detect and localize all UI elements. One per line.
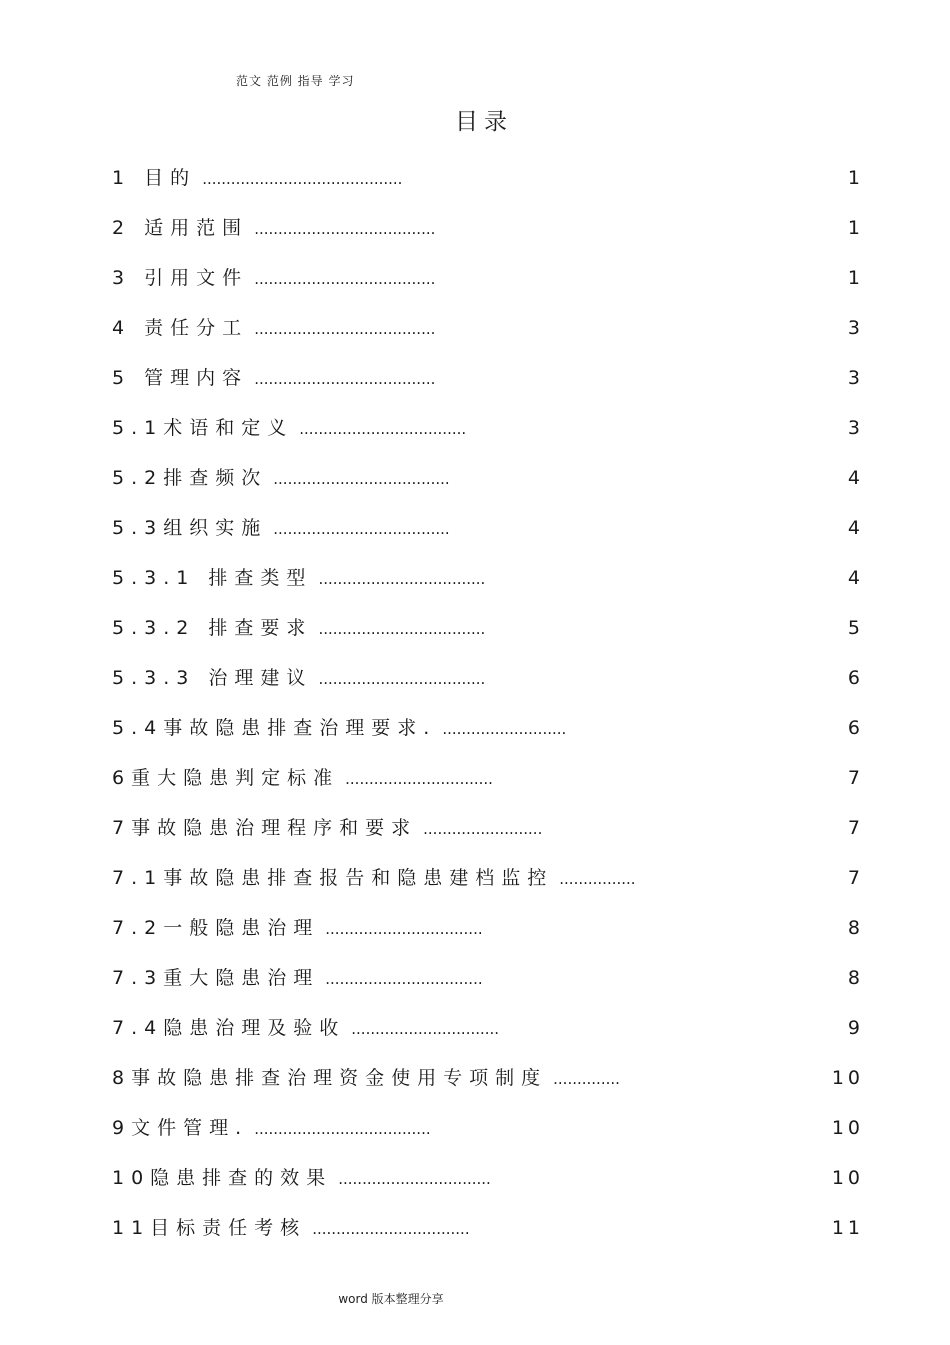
toc-entry-label: 5.1术语和定义	[112, 417, 294, 439]
toc-entry-leader: ...................................	[318, 620, 486, 638]
toc-entry-leader: ................................	[338, 1170, 491, 1188]
toc-entry-page: 7	[847, 817, 864, 839]
toc-entry-label: 1 目的	[112, 167, 197, 189]
toc-entry-page: 10	[831, 1067, 864, 1089]
toc-entry[interactable]	[112, 810, 864, 860]
toc-entry-label: 7.1事故隐患排查报告和隐患建档监控	[112, 867, 554, 889]
toc-entry-leader: ......................................	[254, 220, 436, 238]
toc-entry[interactable]	[112, 960, 864, 1010]
toc-entry[interactable]	[112, 310, 864, 360]
toc-entry-leader: ......................................	[254, 320, 436, 338]
toc-entry-page: 8	[847, 917, 864, 939]
toc-entry-page: 4	[847, 567, 864, 589]
page-title: 目录	[455, 109, 513, 135]
toc-entry-page: 3	[847, 417, 864, 439]
toc-entry-label: 5 管理内容	[112, 367, 249, 389]
toc-entry-leader: ..........................................	[202, 170, 403, 188]
toc-entry[interactable]	[112, 910, 864, 960]
toc-entry-page: 7	[847, 767, 864, 789]
toc-entry-page: 11	[831, 1217, 864, 1239]
toc-entry-leader: ...................................	[318, 570, 486, 588]
toc-entry-label: 11目标责任考核	[112, 1217, 307, 1239]
toc-entry-page: 4	[847, 467, 864, 489]
toc-entry-leader: .....................................	[273, 470, 450, 488]
table-of-contents	[112, 160, 864, 1260]
toc-entry-page: 8	[847, 967, 864, 989]
toc-entry-page: 3	[847, 367, 864, 389]
toc-entry-leader: .................................	[325, 920, 483, 938]
toc-entry[interactable]	[112, 560, 864, 610]
toc-entry-leader: .........................	[423, 820, 543, 838]
toc-entry-leader: ...............................	[351, 1020, 500, 1038]
toc-entry[interactable]	[112, 1060, 864, 1110]
toc-entry-page: 5	[847, 617, 864, 639]
toc-entry-leader: .................................	[325, 970, 483, 988]
toc-entry-leader: .....................................	[254, 1120, 431, 1138]
toc-entry-page: 7	[847, 867, 864, 889]
toc-entry-label: 5.3.3 治理建议	[112, 667, 313, 689]
toc-entry-page: 4	[847, 517, 864, 539]
toc-entry[interactable]	[112, 460, 864, 510]
toc-entry[interactable]	[112, 710, 864, 760]
toc-entry[interactable]	[112, 860, 864, 910]
toc-entry-page: 10	[831, 1117, 864, 1139]
toc-entry[interactable]	[112, 760, 864, 810]
toc-entry[interactable]	[112, 1110, 864, 1160]
toc-entry-page: 3	[847, 317, 864, 339]
toc-entry-page: 1	[847, 217, 864, 239]
toc-entry-label: 4 责任分工	[112, 317, 249, 339]
toc-entry[interactable]	[112, 510, 864, 560]
toc-entry[interactable]	[112, 1010, 864, 1060]
toc-entry-page: 1	[847, 267, 864, 289]
toc-entry-label: 10隐患排查的效果	[112, 1167, 333, 1189]
toc-entry-label: 5.3.2 排查要求	[112, 617, 313, 639]
toc-entry[interactable]	[112, 610, 864, 660]
toc-entry-label: 8事故隐患排查治理资金使用专项制度	[112, 1067, 548, 1089]
toc-entry-page: 6	[847, 667, 864, 689]
toc-entry[interactable]	[112, 360, 864, 410]
toc-entry-leader: ...................................	[299, 420, 467, 438]
toc-entry-label: 7事故隐患治理程序和要求	[112, 817, 418, 839]
toc-entry-label: 5.3.1 排查类型	[112, 567, 313, 589]
footer-note: word 版本整理分享	[338, 1292, 444, 1306]
toc-entry-leader: .....................................	[273, 520, 450, 538]
toc-entry[interactable]	[112, 1210, 864, 1260]
toc-entry-label: 7.2一般隐患治理	[112, 917, 320, 939]
toc-entry[interactable]	[112, 660, 864, 710]
toc-entry-label: 7.3重大隐患治理	[112, 967, 320, 989]
toc-entry-page: 1	[847, 167, 864, 189]
toc-entry-label: 5.2排查频次	[112, 467, 268, 489]
toc-entry-label: 7.4隐患治理及验收	[112, 1017, 346, 1039]
toc-entry-leader: ......................................	[254, 270, 436, 288]
toc-entry[interactable]	[112, 410, 864, 460]
toc-entry-page: 9	[847, 1017, 864, 1039]
toc-entry-leader: .................................	[312, 1220, 470, 1238]
toc-entry-label: 9文件管理.	[112, 1117, 249, 1139]
toc-entry-leader: ..............	[553, 1070, 620, 1088]
toc-entry-label: 5.3组织实施	[112, 517, 268, 539]
toc-entry-leader: ................	[559, 870, 636, 888]
toc-entry-leader: ..........................	[442, 720, 567, 738]
toc-entry-page: 10	[831, 1167, 864, 1189]
toc-entry-label: 3 引用文件	[112, 267, 249, 289]
toc-entry[interactable]	[112, 1160, 864, 1210]
toc-entry[interactable]	[112, 260, 864, 310]
toc-entry-label: 5.4事故隐患排查治理要求.	[112, 717, 437, 739]
toc-entry-leader: ...................................	[318, 670, 486, 688]
toc-entry[interactable]	[112, 210, 864, 260]
toc-entry-page: 6	[847, 717, 864, 739]
toc-entry-leader: ......................................	[254, 370, 436, 388]
toc-entry[interactable]	[112, 160, 864, 210]
header-note: 范文 范例 指导 学习	[236, 74, 355, 88]
toc-entry-label: 6重大隐患判定标准	[112, 767, 340, 789]
toc-entry-leader: ...............................	[345, 770, 493, 788]
toc-entry-label: 2 适用范围	[112, 217, 249, 239]
